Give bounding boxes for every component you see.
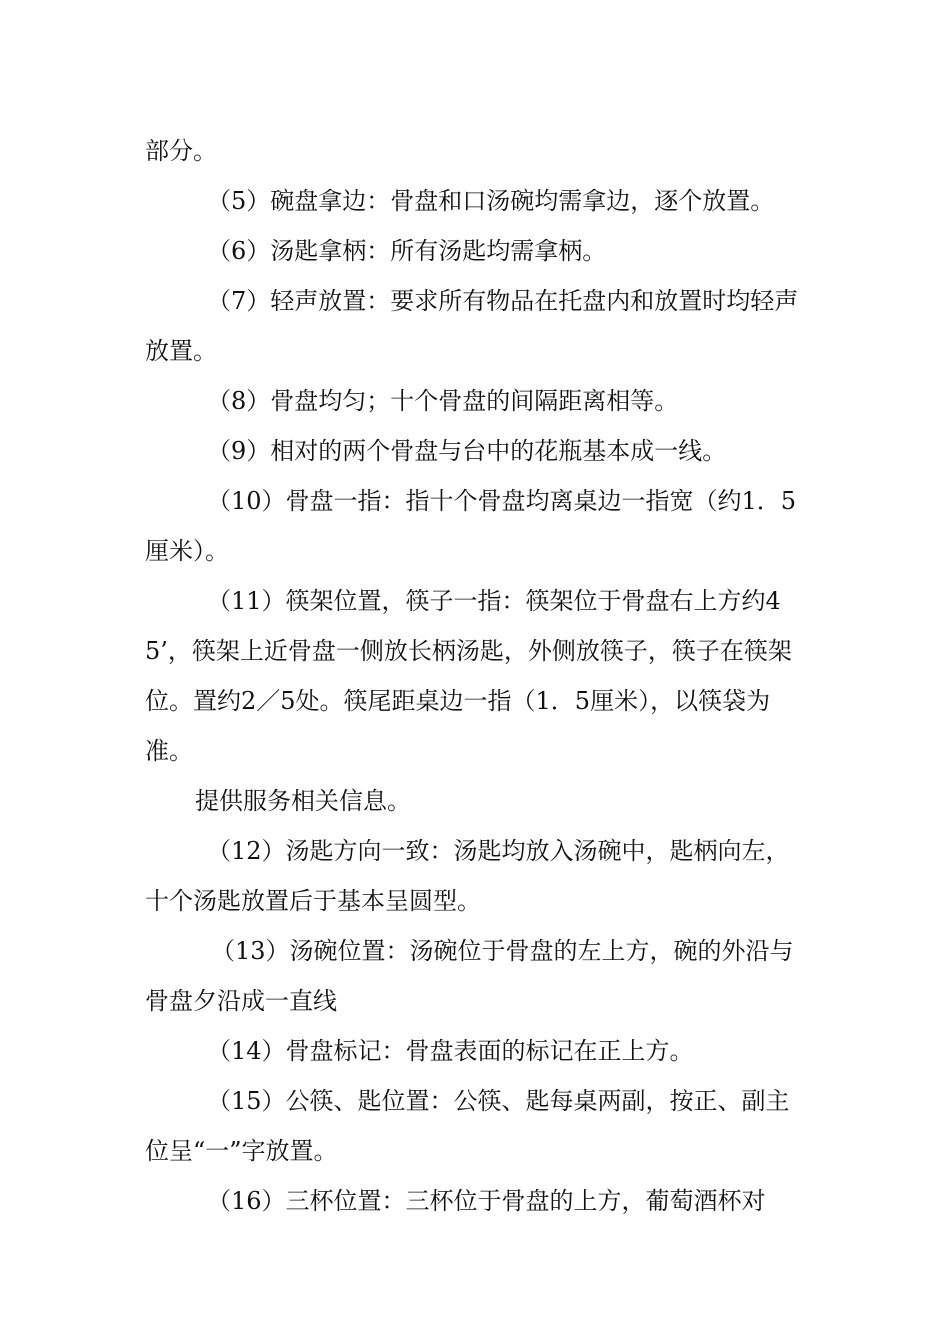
document-body (145, 126, 810, 1226)
paragraph-item-11: （11）筷架位置，筷子一指：筷架位于骨盘右上方约45’，筷架上近骨盘一侧放长柄汤匙，外侧放筷子，筷子在筷架位。置约2／5处。筷尾距桌边一指（1．5厘米），以筷袋为准。 (145, 587, 792, 765)
paragraph-item-6: （6）汤匙拿柄：所有汤匙均需拿柄。 (207, 237, 607, 265)
paragraph-item-7: （7）轻声放置：要求所有物品在托盘内和放置时均轻声放置。 (145, 287, 799, 365)
paragraph-item-13: （13）汤碗位置：汤碗位于骨盘的左上方，碗的外沿与骨盘夕沿成一直线 (145, 937, 794, 1015)
paragraph-item-16: （16）三杯位置：三杯位于骨盘的上方，葡萄酒杯对 (207, 1187, 766, 1215)
paragraph-item-14: （14）骨盘标记：骨盘表面的标记在正上方。 (207, 1037, 694, 1065)
paragraph-item-8: （8）骨盘均匀；十个骨盘的间隔距离相等。 (207, 387, 679, 415)
paragraph-item-5: （5）碗盘拿边：骨盘和口汤碗均需拿边，逐个放置。 (207, 187, 775, 215)
paragraph-item-10: （10）骨盘一指：指十个骨盘均离桌边一指宽（约1．5厘米）。 (145, 487, 797, 565)
paragraph-service-info: 提供服务相关信息。 (195, 787, 411, 815)
paragraph-continuation: 部分。 (145, 137, 217, 165)
paragraph-item-15: （15）公筷、匙位置：公筷、匙每桌两副，按正、副主位呈“一”字放置。 (145, 1087, 790, 1165)
paragraph-item-9: （9）相对的两个骨盘与台中的花瓶基本成一线。 (207, 437, 727, 465)
paragraph-item-12: （12）汤匙方向一致：汤匙均放入汤碗中，匙柄向左，十个汤匙放置后于基本呈圆型。 (145, 837, 790, 915)
